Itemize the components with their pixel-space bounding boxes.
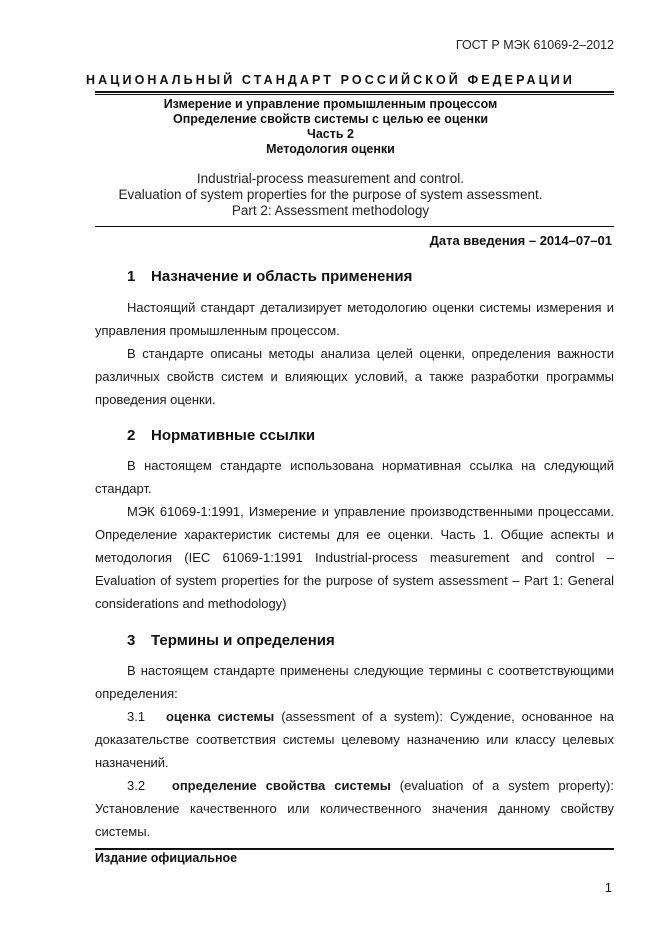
term-definition — [95, 705, 614, 774]
title-en-line: Evaluation of system properties for the purpose of system assessment. — [118, 187, 543, 202]
intro-date: Дата введения – 2014–07–01 — [429, 233, 612, 248]
title-en-line: Part 2: Assessment methodology — [231, 203, 430, 218]
document-code: ГОСТ Р МЭК 61069-2–2012 — [455, 38, 614, 52]
section-title: Нормативные ссылки — [151, 427, 316, 444]
title-ru-line: Измерение и управление промышленным процессом — [163, 97, 498, 111]
term-definition — [95, 774, 614, 843]
date-rule — [95, 226, 614, 227]
footer-rule — [95, 848, 614, 850]
paragraph: В стандарте описаны методы анализа целей оценки, определения важности различных свойств систем и влияющих условий, а также разработки программы проведения оценки. — [95, 346, 614, 407]
paragraph: В настоящем стандарте использована нормативная ссылка на следующий стандарт. — [95, 458, 614, 496]
page-number: 1 — [604, 880, 612, 895]
section-title: Назначение и область применения — [151, 268, 413, 285]
standard-title: НАЦИОНАЛЬНЫЙ СТАНДАРТ РОССИЙСКОЙ ФЕДЕРАЦИИ — [86, 73, 575, 87]
title-russian — [0, 97, 661, 157]
paragraph: В настоящем стандарте применены следующие термины с соответствующими определения: — [95, 663, 614, 701]
title-rule-thick — [95, 91, 614, 93]
term-text: (evaluation of a system property): Установление качественного или количественного значения данному свойству системы. — [95, 778, 614, 839]
title-ru-line: Методология оценки — [266, 142, 395, 156]
paragraph: Настоящий стандарт детализирует методологию оценки системы измерения и управления промышленным процессом. — [95, 300, 614, 338]
title-ru-line: Часть 2 — [307, 127, 354, 141]
section-number: 2 — [127, 427, 136, 444]
term-number: 3.1 — [127, 709, 146, 724]
paragraph: МЭК 61069-1:1991, Измерение и управление производственными процессами. Определение характеристик системы для ее оценки. Часть 1. Общие аспекты и методология (IEC 61069-1:1991 Industrial-process measurement and control – Evaluation of system properties for the purpose of system assessment – Part 1: General considerations and methodology) — [95, 504, 614, 611]
section-title: Термины и определения — [151, 632, 335, 649]
term-name: оценка системы — [165, 709, 275, 724]
title-en-line: Industrial-process measurement and control. — [196, 171, 465, 186]
term-number: 3.2 — [127, 778, 146, 793]
section-number: 3 — [127, 632, 136, 649]
section-heading — [127, 427, 315, 444]
section-heading — [127, 268, 412, 285]
term-text: (assessment of a system): Суждение, основанное на доказательстве соответствия системы целевому назначению или классу целевых назначений. — [95, 709, 614, 770]
title-ru-line: Определение свойств системы с целью ее оценки — [172, 112, 489, 126]
edition-label: Издание официальное — [95, 851, 238, 865]
section-heading — [127, 632, 335, 649]
title-rule-thin — [95, 94, 614, 95]
term-name: определение свойства системы — [171, 778, 391, 793]
title-english — [0, 171, 661, 219]
section-number: 1 — [127, 268, 136, 285]
